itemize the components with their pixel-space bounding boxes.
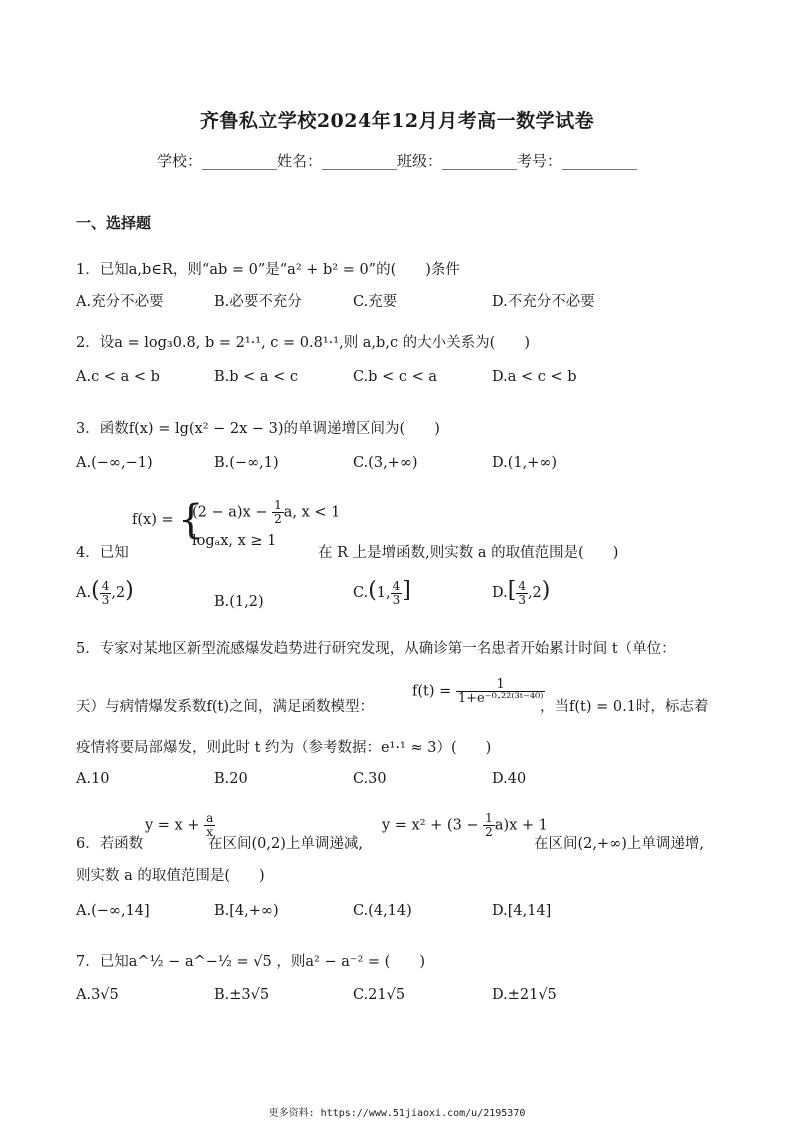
q3-option-d: D.(1,+∞) [492, 455, 558, 471]
question-1-stem: 1．已知a,b∈R，则“ab = 0”是“a² + b² = 0”的( )条件 [76, 262, 460, 278]
q6-option-c: C.(4,14) [353, 903, 412, 919]
q4-option-b: B.(1,2) [214, 594, 264, 610]
question-6-end: 在区间(2,+∞)上单调递增, [534, 836, 704, 852]
q5-option-a: A.10 [76, 771, 110, 787]
q5-option-b: B.20 [214, 771, 248, 787]
q5-option-c: C.30 [353, 771, 387, 787]
q6-option-a: A.(−∞,14] [76, 903, 150, 919]
q1-option-b: B.必要不充分 [214, 294, 302, 310]
q7-option-b: B.±3√5 [214, 987, 270, 1003]
question-5-line-1: 5．专家对某地区新型流感爆发趋势进行研究发现，从确诊第一名患者开始累计时间 t（单位： [76, 641, 676, 657]
q4-brace: { [178, 497, 204, 543]
q1-option-a: A.充分不必要 [76, 294, 164, 310]
question-6-prefix: 6．若函数 [76, 836, 144, 852]
q4-case-2: logₐx, x ≥ 1 [192, 533, 277, 549]
q3-option-b: B.(−∞,1) [214, 455, 279, 471]
q6-function-2: y = x² + (3 − $\frac{1}{2}$ a)x + 1 [382, 811, 548, 839]
q1-option-c: C.充要 [353, 294, 398, 310]
q6-option-d: D.[4,14] [492, 903, 552, 919]
q5-option-d: D.40 [492, 771, 527, 787]
question-5-line-3: 疫情将要局部爆发，则此时 t 约为（参考数据：e¹·¹ ≈ 3）( ) [76, 740, 492, 756]
q6-option-b: B.[4,+∞) [214, 903, 279, 919]
q2-option-d: D.a < c < b [492, 369, 577, 385]
q6-function-1: y = x + $\frac{a}{x}$ [145, 811, 214, 839]
q2-option-a: A.c < a < b [76, 369, 160, 385]
q7-option-a: A.3√5 [76, 987, 119, 1003]
q1-option-d: D.不充分不必要 [492, 294, 595, 310]
student-info-line: 学校：__________姓名：__________班级：__________考号：__________ [156, 152, 637, 170]
q7-option-d: D.±21√5 [492, 987, 557, 1003]
q3-option-c: C.(3,+∞) [353, 455, 418, 471]
question-3-stem: 3．函数f(x) = lg(x² − 2x − 3)的单调递增区间为( ) [76, 421, 440, 437]
question-4-stem: 在 R 上是增函数,则实数 a 的取值范围是( ) [318, 545, 619, 561]
question-2-stem: 2．设a = log₃0.8, b = 2¹·¹, c = 0.8¹·¹,则 a,b,c 的大小关系为( ) [76, 335, 530, 351]
question-5-line-2a: 天）与病情爆发系数f(t)之间，满足函数模型： [76, 699, 375, 715]
q4-option-d: D.[ $\frac{4}{3}$ ,2) [492, 578, 551, 607]
question-7-stem: 7．已知a^½ − a^−½ = √5 ，则a² − a⁻² = ( ) [76, 954, 425, 970]
q4-option-c: C.(1, $\frac{4}{3}$ ] [353, 578, 411, 607]
q2-option-c: C.b < c < a [353, 369, 437, 385]
section-heading: 一、选择题 [76, 214, 152, 232]
question-5-line-2b: ，当f(t) = 0.1时，标志着 [540, 699, 709, 715]
q2-option-b: B.b < a < c [214, 369, 299, 385]
question-4-prefix: 4．已知 [76, 545, 129, 561]
question-6-line-2: 则实数 a 的取值范围是( ) [76, 868, 265, 884]
q3-option-a: A.(−∞,−1) [76, 455, 153, 471]
q4-function-name: f(x) = [132, 512, 174, 528]
question-6-mid: 在区间(0,2)上单调递减, [208, 836, 363, 852]
footer-link[interactable]: 更多资料: https://www.51jiaoxi.com/u/2195370 [268, 1108, 526, 1119]
q4-option-a: A.( $\frac{4}{3}$ ,2) [76, 578, 134, 607]
q5-model-formula: f(t) = $\frac{1}{\text{1+e⁻⁰·²²⁽³ᵗ⁻⁴⁰⁾}}$ [412, 677, 544, 706]
q7-option-c: C.21√5 [353, 987, 406, 1003]
page-title: 齐鲁私立学校2024年12月月考高一数学试卷 [199, 110, 595, 132]
q4-case-1: (2 − a)x − $\frac{1}{2}$ a, x < 1 [192, 498, 341, 526]
